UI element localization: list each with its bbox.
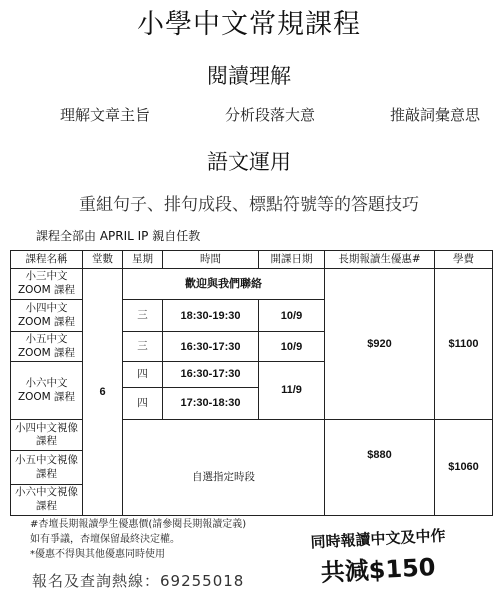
page-title: 小學中文常規課程: [137, 9, 361, 40]
terms-notes: [30, 517, 246, 562]
course-p3-zoom: 小三中文ZOOM 課程: [11, 269, 83, 300]
slot-3-time: 16:30-17:30: [163, 361, 259, 387]
header-time: 時間: [163, 251, 259, 269]
promo-condition: 同時報讀中文及中作: [310, 526, 446, 552]
zoom-discount-price: $920: [325, 269, 435, 420]
schedule-table: [10, 250, 493, 516]
slot-2-day: 三: [123, 332, 163, 361]
table-row: [11, 269, 493, 300]
course-p4-zoom: 小四中文ZOOM 課程: [11, 300, 83, 332]
promo-discount: 共減$150: [320, 553, 437, 587]
language-heading: 語文運用: [207, 150, 291, 174]
note-no-combination: *優惠不得與其他優惠同時使用: [30, 549, 165, 560]
course-p5-video: 小五中文視像課程: [11, 451, 83, 484]
slot-3-day: 四: [123, 361, 163, 387]
reading-topics: [60, 104, 480, 125]
header-start-date: 開課日期: [259, 251, 325, 269]
slot-1-date: 10/9: [259, 300, 325, 332]
note-long-term-definition: #杏壇長期報讀學生優惠價(請參閱長期報讀定義): [30, 519, 247, 530]
slot-4-time: 17:30-18:30: [163, 387, 259, 419]
reading-heading: 閱讀理解: [207, 64, 291, 88]
table-header-row: [11, 251, 493, 269]
course-p6-video: 小六中文視像課程: [11, 484, 83, 515]
header-lessons: 堂數: [83, 251, 123, 269]
teacher-note: 課程全部由 APRIL IP 親自任教: [36, 229, 201, 243]
language-topics: 重組句子、排句成段、標點符號等的答題技巧: [79, 195, 419, 215]
video-discount-price: $880: [325, 420, 435, 516]
slot-2-time: 16:30-17:30: [163, 332, 259, 361]
reading-topic-vocabulary: 推敲詞彙意思: [389, 106, 480, 124]
slot-3-4-date: 11/9: [259, 361, 325, 419]
header-long-term-discount: 長期報讀生優惠#: [325, 251, 435, 269]
reading-topic-main-idea: 理解文章主旨: [60, 106, 151, 124]
header-course-name: 課程名稱: [11, 251, 83, 269]
contact-notice: 歡迎與我們聯絡: [123, 269, 325, 300]
slot-1-time: 18:30-19:30: [163, 300, 259, 332]
header-weekday: 星期: [123, 251, 163, 269]
slot-1-day: 三: [123, 300, 163, 332]
course-p4-video: 小四中文視像課程: [11, 420, 83, 451]
course-p5-zoom: 小五中文ZOOM 課程: [11, 332, 83, 361]
header-fee: 學費: [435, 251, 493, 269]
course-p6-zoom: 小六中文ZOOM 課程: [11, 361, 83, 419]
note-final-decision: 如有爭議，杏壇保留最終決定權。: [30, 534, 180, 545]
slot-2-date: 10/9: [259, 332, 325, 361]
video-fee: $1060: [435, 420, 493, 516]
zoom-fee: $1100: [435, 269, 493, 420]
lesson-count: 6: [83, 269, 123, 516]
enquiry-hotline: 報名及查詢熱線：69255018: [32, 572, 245, 590]
reading-topic-paragraph: 分析段落大意: [224, 106, 315, 124]
slot-4-day: 四: [123, 387, 163, 419]
video-time-slot: 自選指定時段: [123, 420, 325, 516]
